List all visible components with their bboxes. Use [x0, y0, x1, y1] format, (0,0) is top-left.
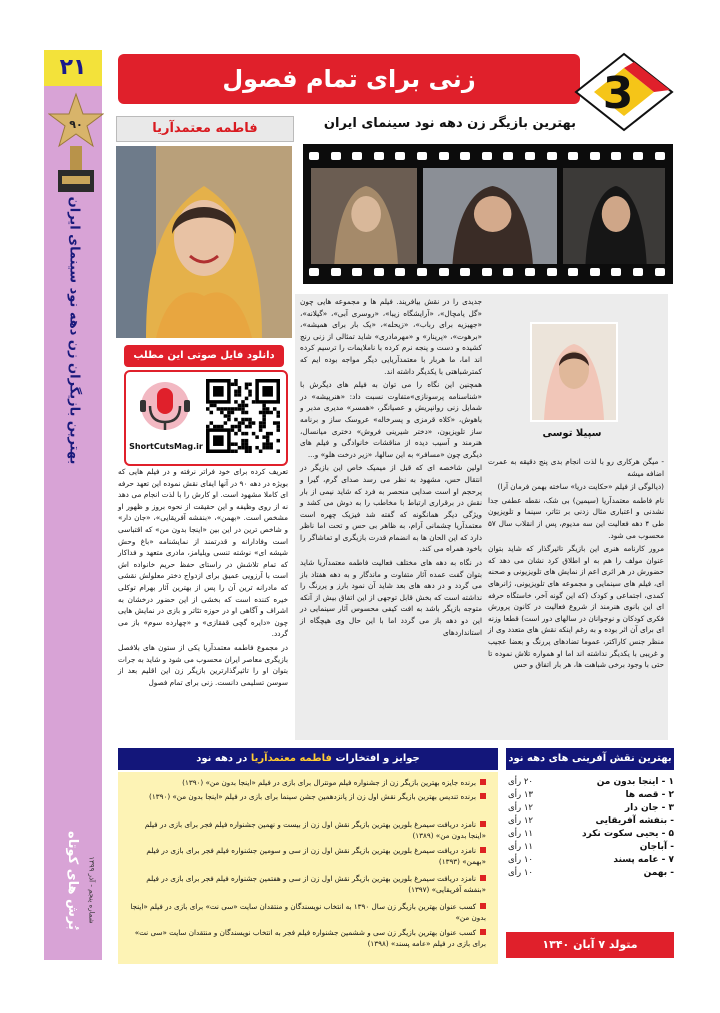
critic-name: سپیلا توسی	[542, 428, 602, 439]
rank-number: 3	[602, 68, 634, 119]
film-sprocket-hole	[331, 268, 341, 276]
film-sprocket-hole	[439, 268, 449, 276]
film-sprocket-hole	[568, 152, 578, 160]
article-column-right	[488, 456, 664, 673]
film-sprocket-hole	[503, 152, 513, 160]
role-row: - آباجان ۱۱ رأی	[508, 842, 674, 852]
role-row: - بهمن ۱۰ رأی	[508, 868, 674, 878]
section-title: بُرش های کوتاه	[64, 830, 80, 930]
birth-date: متولد ۷ آبان ۱۳۴۰	[506, 932, 674, 958]
film-sprocket-hole	[439, 152, 449, 160]
film-sprocket-hole	[525, 268, 535, 276]
actress-portrait	[116, 146, 292, 338]
qr-code[interactable]	[206, 376, 280, 456]
film-frame-photo	[423, 168, 557, 264]
awards-title: جوایز و افتخارات فاطمه معتمدآریا در دهه نود	[118, 748, 498, 770]
paragraph: در نگاه به دهه های مختلف فعالیت فاطمه معتمدآریا شاید بتوان گفت عمده آثار متفاوت و ماندگار و به دهه هفتاد باز می گردد و در دهه های بعد شاید آن نمود بارز و پررنگ را نداشته است که بخش قابل توجهی از این اتفاق بیش از آنکه متوجه بازیگر باشد به افت کیفی محسوس آثار سینمایی در این دو دهه باز می گردد اما با این حال وی هیچگاه از استانداردهای	[300, 558, 482, 637]
paragraph: همچنین این نگاه را می توان به فیلم های دیگرش با «شناسنامه پرسونازی»متفاوت نسبت داد: «هنرپیشه» در شمایل زنی روانپریش و عصیانگر، «همسر» مدیری مدبر و باهوش، «کلاه قرمزی و پسرخاله» عروسک ساز و برنامه ساز تلویزیون، «دختر شیرینی فروش» دختری میانسال، هنرمند و آسیب دیده از مناقشات خانوادگی و فیلم های دیگری چون «مسافر» به این سالها، «زیر درخت هلو» و...	[300, 380, 482, 459]
film-sprocket-hole	[482, 152, 492, 160]
site-url: ShortCutsMag.ir	[129, 442, 203, 451]
article-column-middle	[300, 296, 482, 640]
film-sprocket-hole	[611, 152, 621, 160]
film-sprocket-hole	[374, 268, 384, 276]
film-sprocket-hole	[503, 268, 513, 276]
film-sprocket-hole	[568, 268, 578, 276]
podcast-microphone-icon[interactable]	[130, 378, 200, 436]
film-sprocket-hole	[460, 152, 470, 160]
paragraph: نام فاطمه معتمدآریا (سیمین) بی شک، نقطه عطفی جدا نشدنی و اعتباری مثال زدنی بر تئاتر، سینما و تلویزیون طی ۴ دهه فعالیت این سه مدیوم، پس از انقلاب سال ۵۷ محسوب می شود.	[488, 495, 665, 540]
award-item: نامزد دریافت سیمرغ بلورین بهترین بازیگر نقش اول زن از بیست و نهمین جشنواره فیلم فجر برای بازی در فیلم «اینجا بدون من» (۱۳۸۹)	[144, 820, 486, 840]
award-item: نامزد دریافت سیمرغ بلورین بهترین بازیگر نقش اول زن از سی و سومین جشنواره فیلم فجر برای بازی در فیلم «بهمن» (۱۳۹۳)	[146, 846, 486, 866]
award-item: کسب عنوان بهترین بازیگر زن سال ۱۳۹۰ به انتخاب نویسندگان و منتقدان سایت «سی نت» برای بازی در فیلم «اینجا بدون من»	[130, 902, 486, 922]
rank-logo	[574, 52, 674, 132]
film-sprocket-hole	[547, 268, 557, 276]
paragraph: در مجموع فاطمه معتمدآریا یکی از ستون های بلافصل بازیگری معاصر ایران محسوب می شود و شاید به جرات بتوان او را تاثیرگذارترین بازیگر زن این اقلیم بعد از سوسن تسلیمی دانست. زنی برای تمام فصول	[118, 642, 288, 687]
film-sprocket-hole	[417, 152, 427, 160]
roles-list	[508, 776, 674, 926]
film-sprocket-hole	[395, 268, 405, 276]
film-sprocket-hole	[331, 152, 341, 160]
paragraph: مرور کارنامه هنری این بازیگر تاثیرگذار که شاید بتوان عنوان مولف را هم به او اطلاق کرد نشان می دهد که حضورش در هر اثری اعم از نمایش های تلویزیونی و صحنه ای، فیلم های سینمایی و مجموعه های تلویزیونی، ژانرهای کمدی، اجتماعی و کودک (که این گونه آخر، خاستگاه حرفه ای این بانوی هنرمند از شروع فعالیت در کانون پرورش فکری کودکان و نوجوانان در سالهای دور است) قطعا وزنه ای برای آن اثر بوده و به رغم اینکه نقش های متعدد وی از منظر جنس کاراکتر، عموما تضادهای پررنگ و بعضا عجیب و غریبی با یکدیگر نداشته اند اما او همواره تلاش نموده تا حتی با وجود برخی شباهت ها، هر بار اتفاق و حس	[488, 544, 664, 670]
film-sprocket-hole	[655, 268, 665, 276]
series-title: بهترین بازیگران زن دهه نود سینمای ایران	[66, 196, 82, 464]
award-item: برنده تندیس بهترین بازیگر نقش اول زن از پانزدهمین جشن سینما برای بازی در فیلم «اینجا بدون من» (۱۳۹۰)	[126, 792, 486, 803]
film-sprocket-hole	[633, 268, 643, 276]
paragraph: جدیدی را در نقش بیافریند. فیلم ها و مجموعه هایی چون «گل یامچال»، «آرایشگاه زیبا»، «روسری آبی»، «گیلانه»، «جهیزیه برای رباب»، «زیحله»، «یک بار برای همیشه»، «برهوت»، «پرینار» و «مهرمادری» شاید تمثالی از زنی رنج کشیده و دست و پنجه نرم کرده با ناملایمات را ترسیم کرده اند اما، ما هربار با معتمدآریایی دیگر مواجه بوده ایم که کمترشباهتی با یکدیگر داشته اند.	[300, 297, 482, 376]
film-sprocket-hole	[309, 268, 319, 276]
film-sprocket-hole	[525, 152, 535, 160]
awards-box	[118, 772, 498, 964]
role-row: ۷ - عامه پسند ۱۰ رأی	[508, 855, 674, 865]
audio-download-button[interactable]: دانلود فایل صوتی این مطلب	[124, 345, 284, 367]
film-frame-photo	[563, 168, 665, 264]
role-row: ۲ - قصه ها ۱۳ رأی	[508, 790, 674, 800]
article-column-left	[118, 466, 288, 690]
film-sprocket-hole	[395, 152, 405, 160]
role-row: ۵ - یحیی سکوت نکرد ۱۱ رأی	[508, 829, 674, 839]
film-sprocket-hole	[655, 152, 665, 160]
paragraph: اولین شاخصه ای که قبل از میمیک خاص این بازیگر در انتقال حس، مشهود به نظر می رسد صدای گرم، گیرا و پرحجم او است صدایی منحصر به فرد که شاید نیمی از بار نقش در برقراری ارتباط با مخاطب را به دوش می کشد و ویژگی دیگر همانگونه که گفته شد فیزیک چهره است معتمدآریا چشمانی آرام، به ظاهر بی حس و تحت اما ناظر دارد که این الحان ها به انضمام قدرت بازیگری او تماشاگر را باخود همراه می کند.	[300, 463, 482, 554]
roles-title: بهترین نقش آفرینی های دهه نود	[506, 748, 674, 770]
role-row: - بنفشه آفریقایی ۱۲ رأی	[508, 816, 674, 826]
award-item: کسب عنوان بهترین بازیگر زن سی و ششمین جشنواره فیلم فجر به انتخاب نویسندگان و منتقدان سایت «سی نت» برای بازی در فیلم «عامه پسند» (۱۳۹۸)	[134, 928, 486, 948]
film-sprocket-hole	[547, 152, 557, 160]
film-sprocket-hole	[352, 268, 362, 276]
critic-photo	[530, 322, 618, 422]
issue-info: شماره پنجم - آذر ۱۳۹۹	[88, 856, 96, 924]
film-sprocket-hole	[590, 152, 600, 160]
trophy-number: ۹۰	[69, 118, 83, 131]
film-sprocket-hole	[309, 152, 319, 160]
film-sprocket-hole	[460, 268, 470, 276]
film-sprocket-hole	[417, 268, 427, 276]
film-frame-photo	[311, 168, 417, 264]
subtitle: بهترین بازیگر زن دهه نود سینمای ایران	[323, 116, 576, 131]
paragraph: (دیالوگی از فیلم «حکایت دریا» ساخته بهمن فرمان آرا)	[497, 482, 664, 492]
page-number: ۲۱	[44, 50, 102, 86]
paragraph: - میگن هرکاری رو با لذت انجام بدی پنج دقیقه به عمرت اضافه میشه	[488, 457, 664, 478]
film-sprocket-hole	[482, 268, 492, 276]
role-row: ۱ - اینجا بدون من ۲۰ رأی	[508, 777, 674, 787]
film-sprocket-hole	[374, 152, 384, 160]
actress-name: فاطمه معتمدآریا	[116, 116, 294, 142]
paragraph: تعریف کرده برای خود فراتر نرفته و در فیلم هایی که بویژه در دهه ۹۰ در آنها ایفای نقش نموده این تعهد حرفه ای کاملا مشهود است. او کارش را با لذت انجام می دهد نه از روی وظیفه و این حقیقت از نحوه بروز و ظهور او مشخص است. «بهمن»، «بنفشه آفریقایی»، «جان دار» و شاخص ترین در این بین «اینجا بدون من» که اقتباسی است وفادارانه و قدرتمند از نمایشنامه «باغ وحش شیشه ای» نوشته تنسی ویلیامز، مادری متعهد و فداکار که تمام تلاشش در راستای حفظ حریم خانواده اش است با آرزویی عمیق برای ازدواج دختر معلولش نقشی که مادرانه ترین آن را پس از بهترین آثار بهرام توکلی خیره کننده است که بخشی از این حضور درخشان به اشراف و آگاهی او در حوزه تئاتر و بازی در نمایش هایی چون «دایره گچی قفقازی» و «چهارده سوم» باز می گردد.	[118, 467, 288, 639]
film-sprocket-hole	[590, 268, 600, 276]
film-strip	[303, 144, 673, 284]
award-item: برنده جایزه بهترین بازیگر زن از جشنواره فیلم مونترال برای بازی در فیلم «اینجا بدون من» (۱۳۹۰)	[126, 778, 486, 789]
film-sprocket-hole	[352, 152, 362, 160]
film-sprocket-hole	[633, 152, 643, 160]
page-title: زنی برای تمام فصول	[222, 65, 476, 93]
award-item: نامزد دریافت سیمرغ بلورین بهترین بازیگر نقش اول زن از سی و هفتمین جشنواره فیلم فجر برای بازی در فیلم «بنفشه آفریقایی» (۱۳۹۷)	[146, 874, 486, 894]
film-sprocket-hole	[611, 268, 621, 276]
role-row: ۳ - جان دار ۱۲ رأی	[508, 803, 674, 813]
